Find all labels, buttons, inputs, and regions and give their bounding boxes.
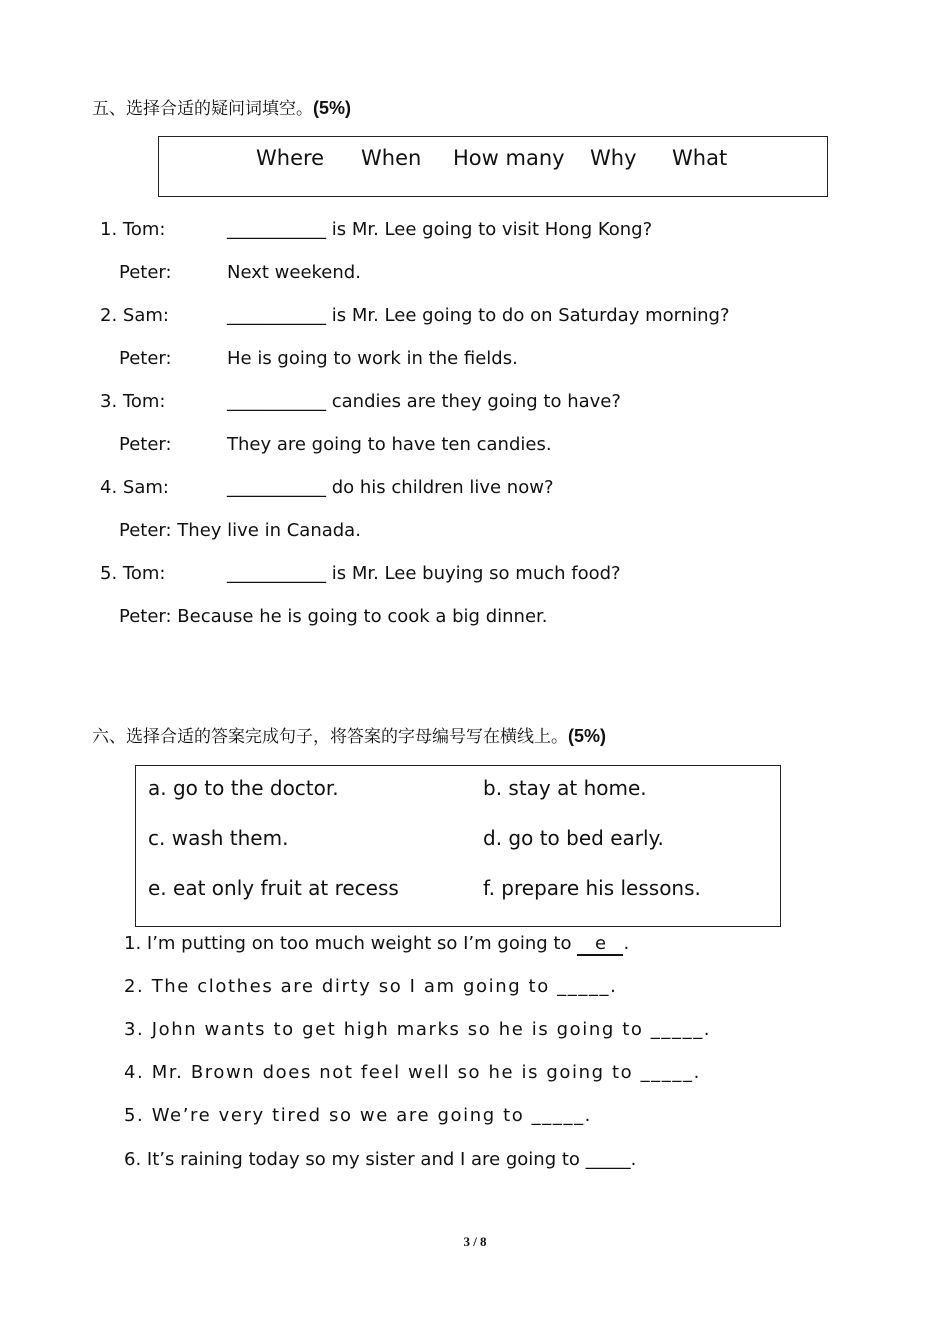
sentence-1: [124, 933, 629, 956]
question-number: 3. Tom:: [100, 391, 166, 412]
question-number: 4. Sam:: [100, 477, 169, 498]
fill-blank[interactable]: ___________: [227, 219, 326, 240]
fill-blank[interactable]: ___________: [227, 477, 326, 498]
fill-blank[interactable]: ___________: [227, 563, 326, 584]
fill-blank[interactable]: ___________: [227, 305, 326, 326]
option-f: f. prepare his lessons.: [483, 876, 701, 900]
option-c: c. wash them.: [148, 826, 289, 850]
answer-line: Peter: Because he is going to cook a big dinner.: [119, 606, 548, 627]
page-number: 3 / 8: [463, 1234, 487, 1249]
option-a: a. go to the doctor.: [148, 776, 339, 800]
answer-blank[interactable]: e: [577, 934, 623, 956]
question-line: [227, 305, 730, 326]
question-text: is Mr. Lee buying so much food?: [331, 563, 621, 584]
section-6-heading: [92, 722, 606, 747]
answer-label: Peter:: [119, 434, 172, 455]
section-6-points: (5%): [568, 726, 607, 746]
question-text: candies are they going to have?: [331, 391, 621, 412]
sentence-2: 2. The clothes are dirty so I am going to _____.: [124, 976, 618, 997]
section-5-points: (5%): [313, 98, 352, 118]
question-text: is Mr. Lee going to visit Hong Kong?: [331, 219, 653, 240]
option-b: b. stay at home.: [483, 776, 647, 800]
word-bank-item: When: [361, 146, 422, 170]
word-bank-item: What: [672, 146, 728, 170]
answer-text: He is going to work in the fields.: [227, 348, 518, 369]
question-line: [227, 219, 652, 240]
option-d: d. go to bed early.: [483, 826, 664, 850]
question-number: 5. Tom:: [100, 563, 166, 584]
question-number: 2. Sam:: [100, 305, 169, 326]
question-line: [227, 563, 621, 584]
sentence-end: .: [623, 933, 630, 954]
fill-blank[interactable]: ___________: [227, 391, 326, 412]
sentence-5: 5. We’re very tired so we are going to _____.: [124, 1105, 592, 1126]
question-text: do his children live now?: [331, 477, 554, 498]
question-line: [227, 477, 554, 498]
answer-line: Peter: They live in Canada.: [119, 520, 361, 541]
section-5-heading: [92, 94, 351, 119]
sentence-4: 4. Mr. Brown does not feel well so he is going to _____.: [124, 1062, 701, 1083]
section-5-title: 五、选择合适的疑问词填空。: [92, 99, 313, 119]
answer-label: Peter:: [119, 262, 172, 283]
sentence-6: 6. It’s raining today so my sister and I are going to _____.: [124, 1149, 637, 1170]
word-bank-item: How many: [453, 146, 565, 170]
question-number: 1. Tom:: [100, 219, 166, 240]
word-bank-item: Why: [590, 146, 637, 170]
answer-label: Peter:: [119, 348, 172, 369]
question-line: [227, 391, 621, 412]
option-e: e. eat only fruit at recess: [148, 876, 399, 900]
answer-text: They are going to have ten candies.: [227, 434, 552, 455]
sentence-3: 3. John wants to get high marks so he is going to _____.: [124, 1019, 712, 1040]
question-text: is Mr. Lee going to do on Saturday morning?: [331, 305, 730, 326]
answer-text: Next weekend.: [227, 262, 361, 283]
word-bank-item: Where: [256, 146, 325, 170]
sentence-text: 1. I’m putting on too much weight so I’m going to: [124, 933, 572, 954]
section-6-title: 六、选择合适的答案完成句子，将答案的字母编号写在横线上。: [92, 727, 568, 747]
